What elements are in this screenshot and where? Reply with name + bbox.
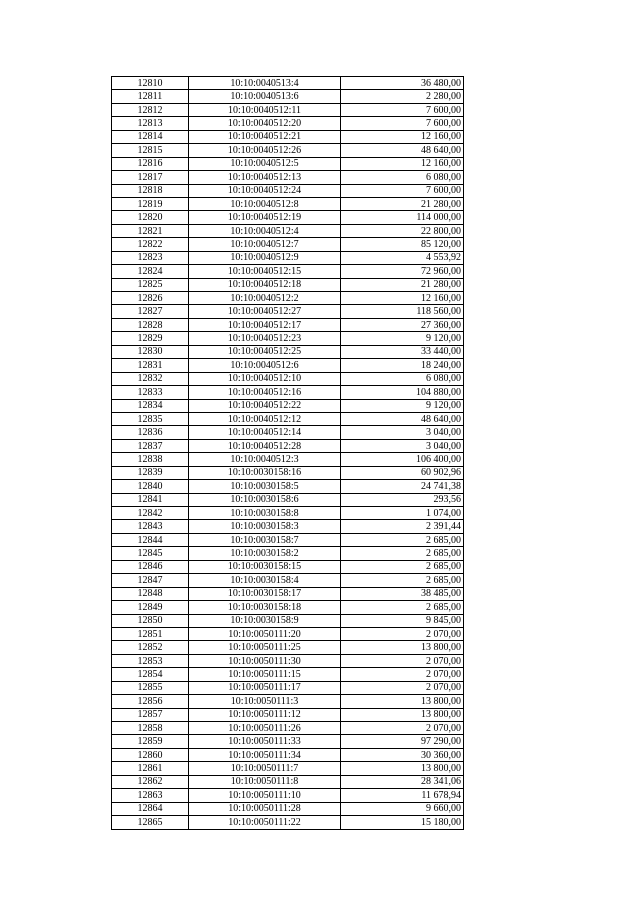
table-row [112, 668, 464, 681]
cadastral-number-cell: 10:10:0030158:3 [189, 520, 341, 533]
table-row [112, 117, 464, 130]
row-number-cell: 12814 [112, 130, 189, 143]
row-number-cell: 12863 [112, 789, 189, 802]
value-cell: 48 640,00 [341, 412, 464, 425]
table-row [112, 412, 464, 425]
row-number-cell: 12844 [112, 533, 189, 546]
table-row [112, 614, 464, 627]
table-row [112, 211, 464, 224]
value-cell: 15 180,00 [341, 816, 464, 829]
cadastral-number-cell: 10:10:0050111:22 [189, 816, 341, 829]
value-cell: 2 391,44 [341, 520, 464, 533]
cadastral-number-cell: 10:10:0030158:8 [189, 507, 341, 520]
table-row [112, 601, 464, 614]
value-cell: 2 685,00 [341, 601, 464, 614]
value-cell: 11 678,94 [341, 789, 464, 802]
table-row [112, 359, 464, 372]
value-cell: 2 685,00 [341, 560, 464, 573]
table-row [112, 654, 464, 667]
cadastral-number-cell: 10:10:0050111:10 [189, 789, 341, 802]
value-cell: 38 485,00 [341, 587, 464, 600]
row-number-cell: 12834 [112, 399, 189, 412]
row-number-cell: 12812 [112, 103, 189, 116]
value-cell: 7 600,00 [341, 184, 464, 197]
row-number-cell: 12847 [112, 574, 189, 587]
cadastral-number-cell: 10:10:0040513:4 [189, 77, 341, 90]
table-row [112, 318, 464, 331]
cadastral-number-cell: 10:10:0050111:25 [189, 641, 341, 654]
cadastral-number-cell: 10:10:0040512:19 [189, 211, 341, 224]
value-cell: 2 685,00 [341, 574, 464, 587]
cadastral-number-cell: 10:10:0040512:17 [189, 318, 341, 331]
cadastral-number-cell: 10:10:0040512:12 [189, 412, 341, 425]
table-row [112, 130, 464, 143]
cadastral-number-cell: 10:10:0040513:6 [189, 90, 341, 103]
value-cell: 97 290,00 [341, 735, 464, 748]
value-cell: 36 480,00 [341, 77, 464, 90]
table-row [112, 157, 464, 170]
row-number-cell: 12860 [112, 748, 189, 761]
row-number-cell: 12831 [112, 359, 189, 372]
row-number-cell: 12813 [112, 117, 189, 130]
table-row [112, 627, 464, 640]
table-row [112, 560, 464, 573]
table-row [112, 466, 464, 479]
cadastral-number-cell: 10:10:0040512:13 [189, 171, 341, 184]
cadastral-number-cell: 10:10:0040512:11 [189, 103, 341, 116]
cadastral-number-cell: 10:10:0040512:14 [189, 426, 341, 439]
cadastral-number-cell: 10:10:0040512:28 [189, 439, 341, 452]
value-cell: 7 600,00 [341, 103, 464, 116]
table-row [112, 372, 464, 385]
row-number-cell: 12828 [112, 318, 189, 331]
table-row [112, 507, 464, 520]
cadastral-number-cell: 10:10:0050111:28 [189, 802, 341, 815]
table-row [112, 197, 464, 210]
cadastral-number-cell: 10:10:0030158:2 [189, 547, 341, 560]
row-number-cell: 12864 [112, 802, 189, 815]
row-number-cell: 12865 [112, 816, 189, 829]
row-number-cell: 12852 [112, 641, 189, 654]
row-number-cell: 12829 [112, 332, 189, 345]
cadastral-number-cell: 10:10:0030158:4 [189, 574, 341, 587]
table-row [112, 292, 464, 305]
value-cell: 60 902,96 [341, 466, 464, 479]
table-row [112, 305, 464, 318]
table-row [112, 722, 464, 735]
table-row [112, 708, 464, 721]
row-number-cell: 12856 [112, 695, 189, 708]
table-row [112, 641, 464, 654]
table-row [112, 386, 464, 399]
row-number-cell: 12843 [112, 520, 189, 533]
row-number-cell: 12824 [112, 265, 189, 278]
value-cell: 104 880,00 [341, 386, 464, 399]
table-row [112, 520, 464, 533]
row-number-cell: 12825 [112, 278, 189, 291]
row-number-cell: 12851 [112, 627, 189, 640]
table-row [112, 587, 464, 600]
cadastral-number-cell: 10:10:0040512:20 [189, 117, 341, 130]
cadastral-number-cell: 10:10:0050111:8 [189, 775, 341, 788]
table-row [112, 399, 464, 412]
row-number-cell: 12827 [112, 305, 189, 318]
value-cell: 9 660,00 [341, 802, 464, 815]
row-number-cell: 12846 [112, 560, 189, 573]
row-number-cell: 12817 [112, 171, 189, 184]
value-cell: 13 800,00 [341, 708, 464, 721]
table-row [112, 533, 464, 546]
table-body [112, 77, 464, 830]
cadastral-number-cell: 10:10:0040512:16 [189, 386, 341, 399]
cadastral-number-cell: 10:10:0030158:15 [189, 560, 341, 573]
table-row [112, 184, 464, 197]
table-row [112, 735, 464, 748]
cadastral-number-cell: 10:10:0050111:34 [189, 748, 341, 761]
value-cell: 293,56 [341, 493, 464, 506]
cadastral-number-cell: 10:10:0040512:10 [189, 372, 341, 385]
value-cell: 12 160,00 [341, 292, 464, 305]
value-cell: 106 400,00 [341, 453, 464, 466]
value-cell: 3 040,00 [341, 439, 464, 452]
value-cell: 9 120,00 [341, 332, 464, 345]
row-number-cell: 12836 [112, 426, 189, 439]
row-number-cell: 12862 [112, 775, 189, 788]
cadastral-number-cell: 10:10:0050111:7 [189, 762, 341, 775]
cadastral-number-cell: 10:10:0050111:3 [189, 695, 341, 708]
row-number-cell: 12840 [112, 480, 189, 493]
row-number-cell: 12854 [112, 668, 189, 681]
cadastral-number-cell: 10:10:0040512:25 [189, 345, 341, 358]
cadastral-number-cell: 10:10:0050111:30 [189, 654, 341, 667]
value-cell: 2 070,00 [341, 681, 464, 694]
row-number-cell: 12835 [112, 412, 189, 425]
value-cell: 13 800,00 [341, 762, 464, 775]
value-cell: 85 120,00 [341, 238, 464, 251]
cadastral-number-cell: 10:10:0040512:4 [189, 224, 341, 237]
row-number-cell: 12819 [112, 197, 189, 210]
table-row [112, 453, 464, 466]
row-number-cell: 12839 [112, 466, 189, 479]
value-cell: 6 080,00 [341, 372, 464, 385]
table-row [112, 144, 464, 157]
table-row [112, 681, 464, 694]
row-number-cell: 12855 [112, 681, 189, 694]
value-cell: 7 600,00 [341, 117, 464, 130]
cadastral-number-cell: 10:10:0030158:7 [189, 533, 341, 546]
row-number-cell: 12816 [112, 157, 189, 170]
row-number-cell: 12838 [112, 453, 189, 466]
row-number-cell: 12832 [112, 372, 189, 385]
cadastral-number-cell: 10:10:0030158:9 [189, 614, 341, 627]
cadastral-number-cell: 10:10:0050111:17 [189, 681, 341, 694]
cadastral-number-cell: 10:10:0030158:16 [189, 466, 341, 479]
row-number-cell: 12833 [112, 386, 189, 399]
row-number-cell: 12848 [112, 587, 189, 600]
row-number-cell: 12837 [112, 439, 189, 452]
row-number-cell: 12845 [112, 547, 189, 560]
value-cell: 118 560,00 [341, 305, 464, 318]
value-cell: 4 553,92 [341, 251, 464, 264]
cadastral-number-cell: 10:10:0050111:12 [189, 708, 341, 721]
row-number-cell: 12830 [112, 345, 189, 358]
cadastral-number-cell: 10:10:0040512:8 [189, 197, 341, 210]
table-row [112, 426, 464, 439]
table-row [112, 574, 464, 587]
row-number-cell: 12842 [112, 507, 189, 520]
value-cell: 30 360,00 [341, 748, 464, 761]
table-row [112, 789, 464, 802]
value-cell: 28 341,06 [341, 775, 464, 788]
table-row [112, 238, 464, 251]
cadastral-number-cell: 10:10:0040512:3 [189, 453, 341, 466]
cadastral-number-cell: 10:10:0040512:22 [189, 399, 341, 412]
cadastral-number-cell: 10:10:0030158:17 [189, 587, 341, 600]
cadastral-number-cell: 10:10:0030158:6 [189, 493, 341, 506]
value-cell: 2 070,00 [341, 627, 464, 640]
value-cell: 2 685,00 [341, 547, 464, 560]
row-number-cell: 12820 [112, 211, 189, 224]
table-row [112, 77, 464, 90]
cadastral-number-cell: 10:10:0040512:7 [189, 238, 341, 251]
cadastral-number-cell: 10:10:0040512:23 [189, 332, 341, 345]
cadastral-number-cell: 10:10:0040512:27 [189, 305, 341, 318]
cadastral-number-cell: 10:10:0040512:24 [189, 184, 341, 197]
value-cell: 12 160,00 [341, 130, 464, 143]
cadastral-number-cell: 10:10:0040512:6 [189, 359, 341, 372]
value-cell: 21 280,00 [341, 197, 464, 210]
row-number-cell: 12859 [112, 735, 189, 748]
row-number-cell: 12849 [112, 601, 189, 614]
row-number-cell: 12810 [112, 77, 189, 90]
cadastral-number-cell: 10:10:0030158:18 [189, 601, 341, 614]
table-row [112, 90, 464, 103]
row-number-cell: 12826 [112, 292, 189, 305]
table-row [112, 695, 464, 708]
table-row [112, 802, 464, 815]
table-row [112, 171, 464, 184]
cadastral-number-cell: 10:10:0040512:18 [189, 278, 341, 291]
row-number-cell: 12841 [112, 493, 189, 506]
cadastral-number-cell: 10:10:0050111:33 [189, 735, 341, 748]
cadastral-number-cell: 10:10:0050111:15 [189, 668, 341, 681]
value-cell: 1 074,00 [341, 507, 464, 520]
row-number-cell: 12811 [112, 90, 189, 103]
value-cell: 2 070,00 [341, 722, 464, 735]
row-number-cell: 12853 [112, 654, 189, 667]
cadastral-number-cell: 10:10:0040512:15 [189, 265, 341, 278]
row-number-cell: 12850 [112, 614, 189, 627]
table-row [112, 547, 464, 560]
table-row [112, 278, 464, 291]
value-cell: 72 960,00 [341, 265, 464, 278]
row-number-cell: 12821 [112, 224, 189, 237]
cadastral-number-cell: 10:10:0050111:26 [189, 722, 341, 735]
cadastral-number-cell: 10:10:0040512:2 [189, 292, 341, 305]
table-row [112, 224, 464, 237]
row-number-cell: 12858 [112, 722, 189, 735]
table-row [112, 480, 464, 493]
table-row [112, 748, 464, 761]
value-cell: 13 800,00 [341, 695, 464, 708]
cadastral-number-cell: 10:10:0040512:9 [189, 251, 341, 264]
row-number-cell: 12857 [112, 708, 189, 721]
cadastral-value-table [111, 76, 464, 830]
row-number-cell: 12823 [112, 251, 189, 264]
table-row [112, 762, 464, 775]
value-cell: 12 160,00 [341, 157, 464, 170]
value-cell: 9 845,00 [341, 614, 464, 627]
value-cell: 24 741,38 [341, 480, 464, 493]
value-cell: 33 440,00 [341, 345, 464, 358]
value-cell: 13 800,00 [341, 641, 464, 654]
value-cell: 27 360,00 [341, 318, 464, 331]
cadastral-number-cell: 10:10:0040512:5 [189, 157, 341, 170]
value-cell: 21 280,00 [341, 278, 464, 291]
table-row [112, 332, 464, 345]
value-cell: 2 685,00 [341, 533, 464, 546]
cadastral-number-cell: 10:10:0050111:20 [189, 627, 341, 640]
value-cell: 18 240,00 [341, 359, 464, 372]
value-cell: 22 800,00 [341, 224, 464, 237]
table-row [112, 265, 464, 278]
row-number-cell: 12822 [112, 238, 189, 251]
row-number-cell: 12818 [112, 184, 189, 197]
table-row [112, 816, 464, 829]
value-cell: 6 080,00 [341, 171, 464, 184]
value-cell: 114 000,00 [341, 211, 464, 224]
cadastral-number-cell: 10:10:0030158:5 [189, 480, 341, 493]
value-cell: 9 120,00 [341, 399, 464, 412]
row-number-cell: 12861 [112, 762, 189, 775]
table-row [112, 103, 464, 116]
value-cell: 3 040,00 [341, 426, 464, 439]
table-row [112, 439, 464, 452]
value-cell: 2 070,00 [341, 668, 464, 681]
table-row [112, 251, 464, 264]
table-row [112, 345, 464, 358]
value-cell: 2 070,00 [341, 654, 464, 667]
table-row [112, 775, 464, 788]
value-cell: 2 280,00 [341, 90, 464, 103]
row-number-cell: 12815 [112, 144, 189, 157]
cadastral-number-cell: 10:10:0040512:26 [189, 144, 341, 157]
table-row [112, 493, 464, 506]
value-cell: 48 640,00 [341, 144, 464, 157]
cadastral-number-cell: 10:10:0040512:21 [189, 130, 341, 143]
